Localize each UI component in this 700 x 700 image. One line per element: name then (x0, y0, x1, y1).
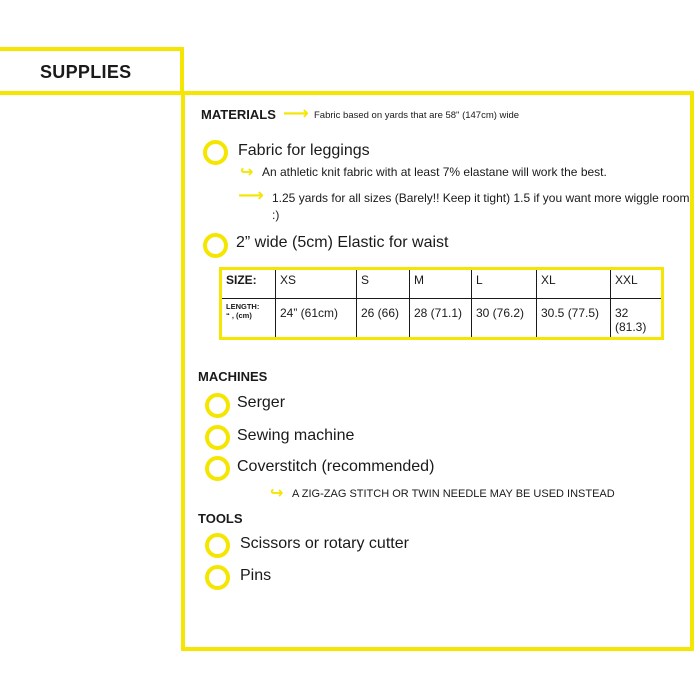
checkbox-circle-icon[interactable] (205, 425, 230, 450)
size-cell: XL (537, 269, 611, 299)
item-elastic: 2” wide (5cm) Elastic for waist (236, 234, 449, 251)
fabric-sub-2: 1.25 yards for all sizes (Barely!! Keep it tight) 1.5 if you want more wiggle room :) (272, 191, 690, 222)
checkbox-circle-icon[interactable] (203, 233, 228, 258)
checkbox-circle-icon[interactable] (205, 456, 230, 481)
length-cell: 30 (76.2) (472, 299, 537, 339)
checkbox-circle-icon[interactable] (203, 140, 228, 165)
length-cell: 30.5 (77.5) (537, 299, 611, 339)
item-scissors: Scissors or rotary cutter (240, 535, 409, 552)
size-cell: XXL (611, 269, 663, 299)
fabric-sub-1: An athletic knit fabric with at least 7% elastane will work the best. (262, 165, 607, 179)
item-serger: Serger (237, 394, 286, 411)
item-sewing-machine: Sewing machine (237, 427, 355, 444)
size-row (221, 269, 663, 299)
materials-heading: MATERIALS (201, 107, 276, 122)
hook-arrow-icon: ↪ (270, 485, 284, 502)
length-label-line2: “ , (cm) (226, 311, 252, 320)
size-cell: L (472, 269, 537, 299)
size-cell: M (410, 269, 472, 299)
size-cell: XS (276, 269, 357, 299)
page-title: SUPPLIES (40, 62, 132, 82)
materials-note: Fabric based on yards that are 58" (147cm) wide (314, 110, 520, 121)
item-fabric: Fabric for leggings (238, 142, 370, 159)
item-coverstitch: Coverstitch (recommended) (237, 458, 435, 475)
item-pins: Pins (240, 567, 272, 584)
size-cell: S (357, 269, 410, 299)
length-label-line1: LENGTH: (226, 302, 260, 311)
length-cell: 32 (81.3) (611, 299, 663, 339)
arrow-right-icon: ⟶ (283, 103, 309, 123)
machines-note: A ZIG-ZAG STITCH OR TWIN NEEDLE MAY BE USED INSTEAD (292, 488, 615, 500)
length-cell: 24” (61cm) (276, 299, 357, 339)
checkbox-circle-icon[interactable] (205, 533, 230, 558)
checkbox-circle-icon[interactable] (205, 393, 230, 418)
length-cell: 26 (66) (357, 299, 410, 339)
arrow-right-icon: ⟶ (238, 185, 264, 205)
checkbox-circle-icon[interactable] (205, 565, 230, 590)
length-row (221, 299, 663, 339)
size-label: SIZE: (221, 269, 276, 299)
hook-arrow-icon: ↪ (240, 164, 254, 181)
machines-heading: MACHINES (198, 369, 268, 384)
length-cell: 28 (71.1) (410, 299, 472, 339)
title-box (0, 47, 184, 95)
size-table (219, 267, 664, 340)
tools-heading: TOOLS (198, 511, 243, 526)
length-label (221, 299, 276, 339)
